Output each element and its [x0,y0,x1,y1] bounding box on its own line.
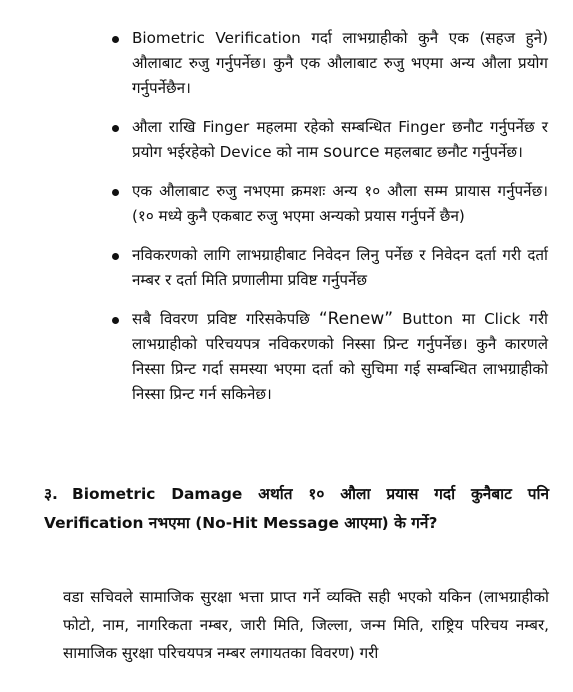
bullet-text: Biometric Verification गर्दा लाभग्राहीको कुनै एक (सहज हुने) औलाबाट रुजु गर्नुपर्नेछ। कुनै एक औलाबाट रुजु भएमा अन्य औला प्रयोग गर्नुपर्नेछैन। [132,29,548,97]
bullet-text-emphasis: source [323,142,380,162]
bullet-text-emphasis: “Renew” [318,309,394,329]
bullet-text: एक औलाबाट रुजु नभएमा क्रमशः अन्य १० औला सम्म प्रायास गर्नुपर्नेछ। (१० मध्ये कुनै एकबाट रुजु भएमा अन्यको प्रयास गर्नुपर्ने छैन) [132,182,548,225]
instruction-bullet-list [108,26,548,421]
section-number: ३. [44,485,58,503]
bullet-text-after: महलबाट छनौट गर्नुपर्नेछ। [379,143,523,161]
bullet-text-after: Button मा Click गरी लाभग्राहीको परिचयपत्र नविकरणको निस्सा प्रिन्ट गर्नुपर्नेछ। कुनै कारणले निस्सा प्रिन्ट गर्दा समस्या भएमा दर्ता को सुचिमा गई सम्बन्धित लाभग्राहीको निस्सा प्रिन्ट गर्न सकिनेछ। [132,310,548,403]
bullet-text: नविकरणको लागि लाभग्राहीबाट निवेदन लिनु पर्नेछ र निवेदन दर्ता गरी दर्ता नम्बर र दर्ता मिति प्रणालीमा प्रविष्ट गर्नुपर्नेछ [132,246,548,289]
bullet-item-renew-button [108,307,548,407]
section-heading [44,480,549,538]
bullet-text-before: औला राखि Finger महलमा रहेको सम्बन्धित Finger छनौट गर्नुपर्नेछ र प्रयोग भईरहेको Device को नाम [132,118,548,161]
bullet-item-biometric-verification [108,26,548,101]
body-paragraph: वडा सचिवले सामाजिक सुरक्षा भत्ता प्राप्त गर्ने व्यक्ति सही भएको यकिन (लाभग्राहीको फोटो, नाम, नागरिकता नम्बर, जारी मिति, जिल्ला, जन्म मिति, राष्ट्रिय परिचय नम्बर, सामाजिक सुरक्षा परिचयपत्र नम्बर लगायतका विवरण) गरी [63,588,549,663]
section-heading-text: Biometric Damage अर्थात १० औला प्रयास गर्दा कुनैबाट पनि Verification नभएमा (No-Hit Message आएमा) के गर्ने? [44,485,549,532]
bullet-item-finger-selection [108,115,548,165]
bullet-item-renewal-application [108,243,548,293]
bullet-text-before: सबै विवरण प्रविष्ट गरिसकेपछि [132,310,319,328]
bullet-item-retry-fingers [108,179,548,229]
